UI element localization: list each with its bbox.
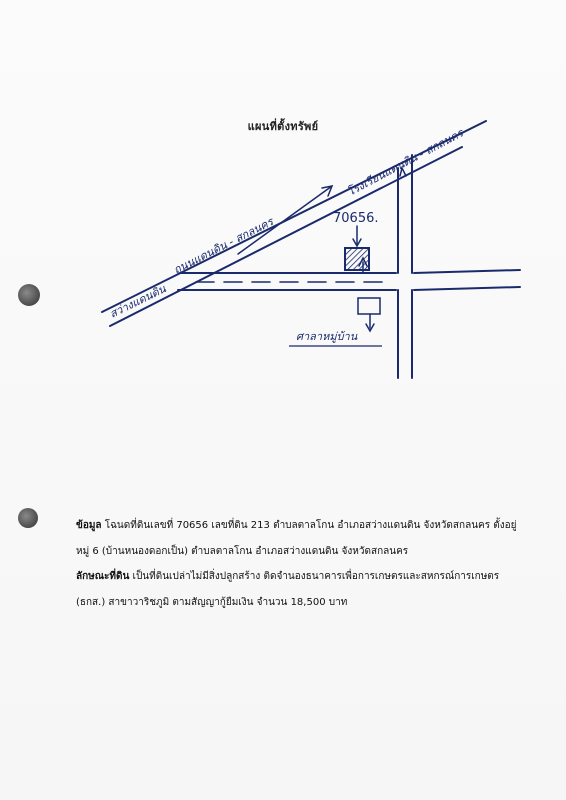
info-paragraph — [76, 513, 516, 565]
nature-paragraph — [76, 564, 516, 616]
main-road-edge — [107, 147, 462, 326]
side-road-edge — [414, 270, 520, 273]
nature-label: ลักษณะที่ดิน — [76, 571, 130, 582]
road-left-label: สว่างแดนดิน — [107, 282, 169, 321]
info-text-1: โฉนดที่ดินเลขที่ 70656 เลขที่ดิน 213 ตำบลตาลโกน อำเภอสว่างแดนดิน จังหวัดสกลนคร ตั้งอยู่ — [104, 520, 517, 531]
nature-line-1 — [76, 564, 516, 590]
page-title: แผนที่ตั้งทรัพย์ — [247, 120, 319, 133]
plot-parcel — [345, 248, 369, 270]
landmark-building — [358, 298, 380, 314]
info-line-2: หมู่ 6 (บ้านหนองดอกเป็น) ตำบลตาลโกน อำเภอสว่างแดนดิน จังหวัดสกลนคร — [76, 546, 409, 557]
landmark-label: ศาลาหมู่บ้าน — [296, 330, 358, 343]
info-line-1 — [76, 513, 516, 539]
nature-text-1: เป็นที่ดินเปล่าไม่มีสิ่งปลูกสร้าง ติดจำนองธนาคารเพื่อการเกษตรและสหกรณ์การเกษตร — [129, 571, 500, 582]
road-right-label: โรงเรียนแดนดิน - สกลนคร — [345, 126, 466, 199]
side-road-edge — [414, 287, 520, 290]
road-main-label: ถนนแดนดิน - สกลนคร — [171, 215, 276, 277]
plot-number: 70656. — [333, 211, 379, 226]
nature-line-2: (ธกส.) สาขาวาริชภูมิ ตามสัญญากู้ยืมเงิน จำนวน 18,500 บาท — [76, 597, 348, 608]
info-label: ข้อมูล — [76, 520, 102, 531]
